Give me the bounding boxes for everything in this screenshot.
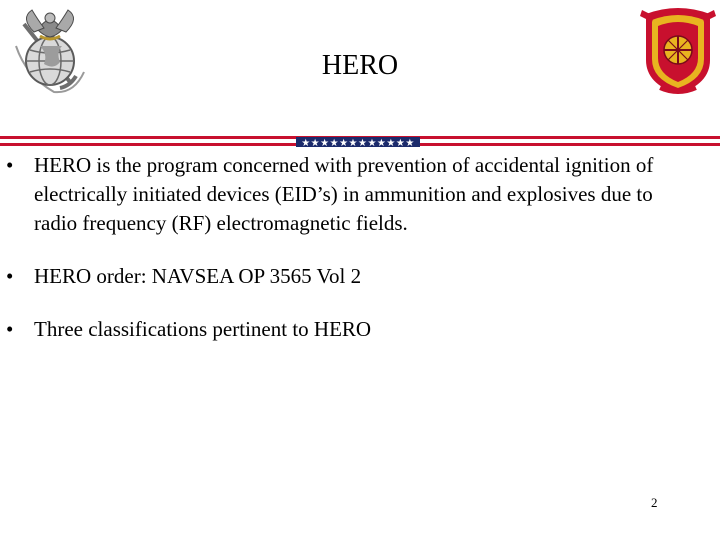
divider-bar <box>0 133 720 153</box>
bullet-list <box>0 151 720 344</box>
bullet-icon: • <box>6 153 14 177</box>
list-item <box>0 315 720 344</box>
svg-text:★★★★★★★★★★★★: ★★★★★★★★★★★★ <box>301 138 415 149</box>
page-number: 2 <box>651 495 658 510</box>
bullet-text: HERO order: NAVSEA OP 3565 Vol 2 <box>34 264 362 288</box>
bullet-icon: • <box>6 264 14 288</box>
bullet-icon: • <box>6 317 14 341</box>
list-item <box>0 262 720 291</box>
star-icons <box>301 138 415 149</box>
bullet-text: HERO is the program concerned with prevention of accidental ignition of electrically initiated devices (EID’s) in ammunition and explosives due to radio frequency (RF) electromagnetic fields. <box>34 153 654 235</box>
bullet-text: Three classifications pertinent to HERO <box>34 317 372 341</box>
list-item <box>0 151 720 238</box>
slide-title: HERO <box>321 50 399 81</box>
